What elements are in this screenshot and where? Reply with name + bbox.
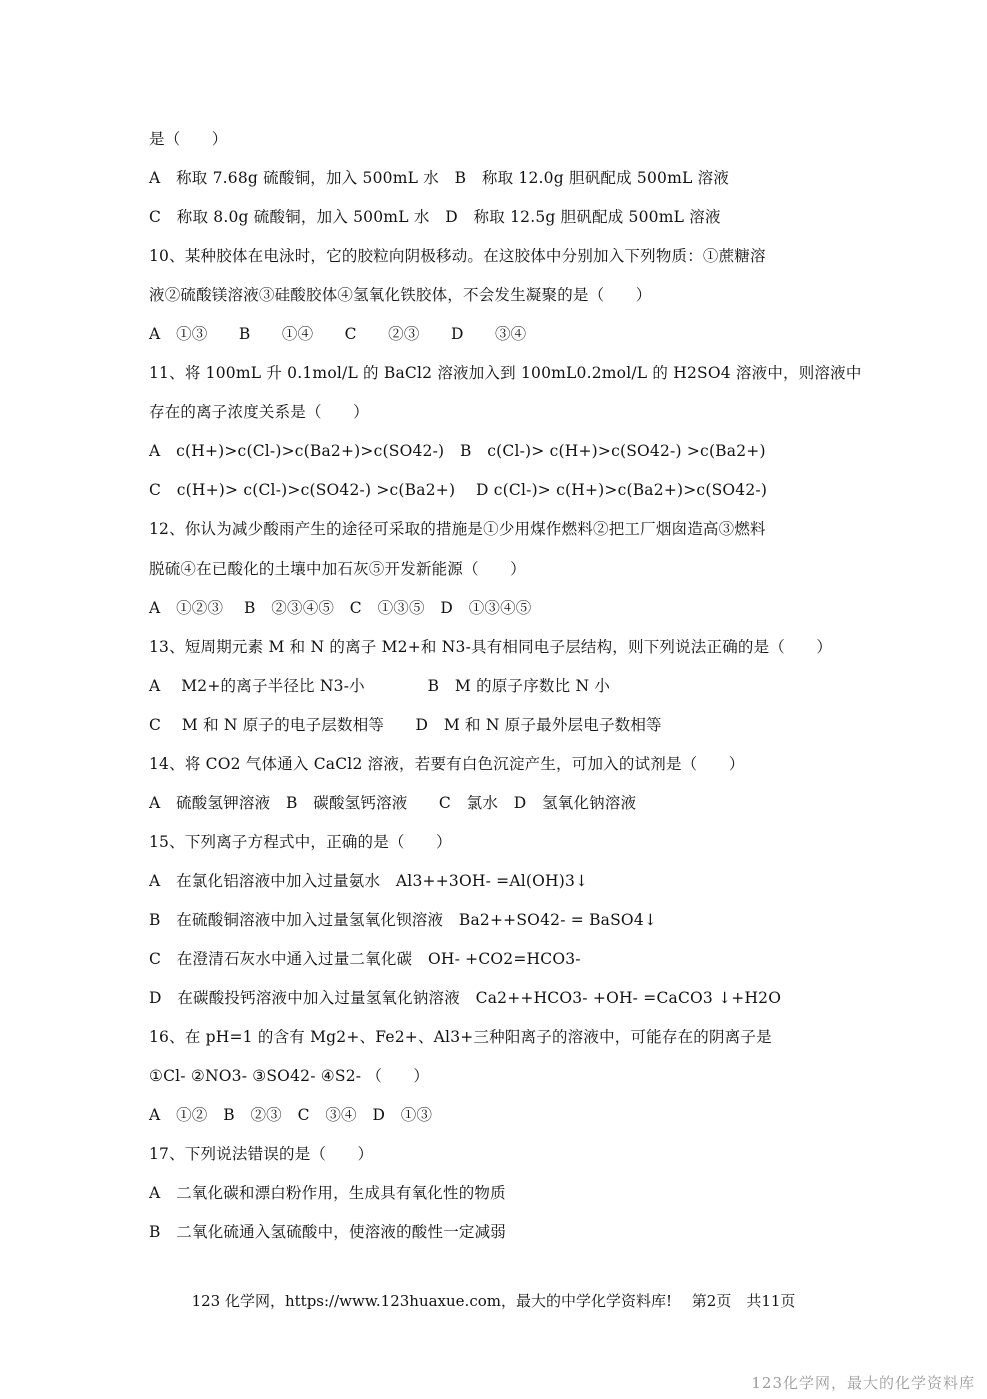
text-line: C c(H+)> c(Cl-)>c(SO42-) >c(Ba2+) D c(Cl-)> c(H+)>c(Ba2+)>c(SO42-) <box>149 481 768 500</box>
text-line: A 二氧化碳和漂白粉作用，生成具有氧化性的物质 <box>149 1184 506 1203</box>
text-line: 14、将 CO2 气体通入 CaCl2 溶液，若要有白色沉淀产生，可加入的试剂是（ ） <box>149 754 745 773</box>
text-line: 10、某种胶体在电泳时，它的胶粒向阴极移动。在这胶体中分别加入下列物质：①蔗糖溶 <box>149 247 766 266</box>
text-line: ①Cl- ②NO3- ③SO42- ④S2- （ ） <box>149 1067 430 1086</box>
text-line: B 在硫酸铜溶液中加入过量氢氧化钡溶液 Ba2++SO42- = BaSO4↓ <box>149 910 658 929</box>
text-line: 13、短周期元素 M 和 N 的离子 M2+和 N3-具有相同电子层结构，则下列说法正确的是（ ） <box>149 637 833 656</box>
text-line: A 硫酸氢钾溶液 B 碳酸氢钙溶液 C 氯水 D 氢氧化钠溶液 <box>149 793 637 812</box>
page-footer: 123 化学网，https://www.123huaxue.com，最大的中学化学资料库! 第2页 共11页 <box>191 1292 796 1310</box>
text-line: C 在澄清石灰水中通入过量二氧化碳 OH- +CO2=HCO3- <box>149 949 581 968</box>
watermark-text: 123化学网，最大的化学资料库 <box>751 1374 975 1392</box>
text-line: 存在的离子浓度关系是（ ） <box>149 403 369 422</box>
text-line: A 称取 7.68g 硫酸铜，加入 500mL 水 B 称取 12.0g 胆矾配成 500mL 溶液 <box>149 169 730 188</box>
text-line: A M2+的离子半径比 N3-小 B M 的原子序数比 N 小 <box>149 676 611 695</box>
text-line: 12、你认为减少酸雨产生的途径可采取的措施是①少用煤作燃料②把工厂烟囱造高③燃料 <box>149 520 766 539</box>
text-line: A c(H+)>c(Cl-)>c(Ba2+)>c(SO42-) B c(Cl-)> c(H+)>c(SO42-) >c(Ba2+) <box>149 442 766 461</box>
text-line: A ①③ B ①④ C ②③ D ③④ <box>149 325 527 344</box>
page-body <box>149 126 862 1258</box>
text-line: 是（ ） <box>149 130 228 148</box>
text-line: C 称取 8.0g 硫酸铜，加入 500mL 水 D 称取 12.5g 胆矾配成 500mL 溶液 <box>149 208 721 227</box>
text-line: 15、下列离子方程式中，正确的是（ ） <box>149 832 452 851</box>
text-line: 16、在 pH=1 的含有 Mg2+、Fe2+、Al3+三种阳离子的溶液中，可能存在的阴离子是 <box>149 1028 772 1047</box>
text-line: 脱硫④在已酸化的土壤中加石灰⑤开发新能源（ ） <box>149 559 526 578</box>
text-line: D 在碳酸投钙溶液中加入过量氢氧化钠溶液 Ca2++HCO3- +OH- =CaCO3 ↓+H2O <box>149 989 782 1008</box>
text-line: B 二氧化硫通入氢硫酸中，使溶液的酸性一定减弱 <box>149 1223 506 1242</box>
text-line: 液②硫酸镁溶液③硅酸胶体④氢氧化铁胶体，不会发生凝聚的是（ ） <box>149 286 652 305</box>
text-line: A 在氯化铝溶液中加入过量氨水 Al3++3OH- =Al(OH)3↓ <box>149 871 589 890</box>
text-line: A ①② B ②③ C ③④ D ①③ <box>149 1106 433 1125</box>
text-line: A ①②③ B ②③④⑤ C ①③⑤ D ①③④⑤ <box>149 598 532 617</box>
text-line: 17、下列说法错误的是（ ） <box>149 1145 374 1164</box>
text-line: C M 和 N 原子的电子层数相等 D M 和 N 原子最外层电子数相等 <box>149 715 662 734</box>
text-line: 11、将 100mL 升 0.1mol/L 的 BaCl2 溶液加入到 100mL0.2mol/L 的 H2SO4 溶液中，则溶液中 <box>149 364 862 383</box>
